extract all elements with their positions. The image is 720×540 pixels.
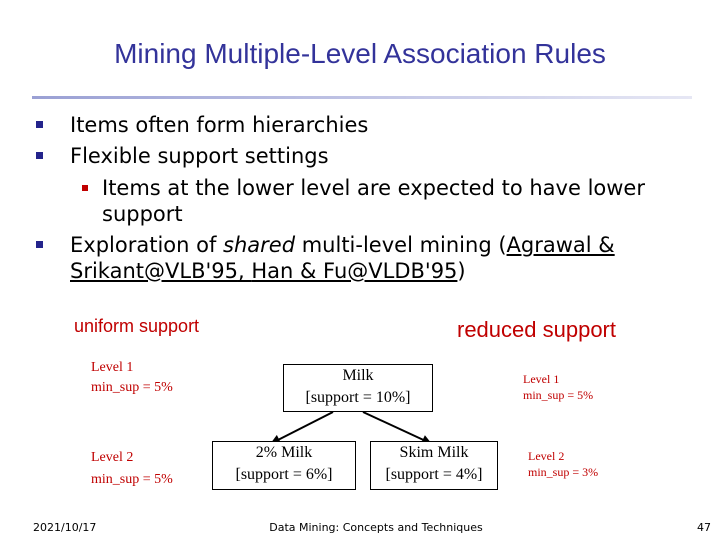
footer-date: 2021/10/17 <box>33 521 97 534</box>
reduced-level2-minsup: min_sup = 3% <box>528 465 599 479</box>
arrow-to-skim-milk <box>363 412 430 443</box>
uniform-level1-minsup: min_sup = 5% <box>91 380 173 395</box>
node-skim-milk-name: Skim Milk <box>399 444 469 461</box>
reduced-level2-name: Level 2 <box>528 449 565 463</box>
uniform-level2-minsup: min_sup = 5% <box>91 472 173 487</box>
node-milk <box>283 364 433 412</box>
footer-course: Data Mining: Concepts and Techniques <box>269 521 483 534</box>
node-skim-milk <box>370 441 498 490</box>
reduced-level1-name: Level 1 <box>523 372 560 386</box>
slide-title: Mining Multiple-Level Association Rules <box>114 38 606 69</box>
bullet-hierarchies: Items often form hierarchies <box>70 113 369 137</box>
arrow-to-2pct-milk <box>272 412 333 443</box>
node-skim-milk-support: [support = 4%] <box>385 466 483 483</box>
node-2pct-milk-support: [support = 6%] <box>235 466 333 483</box>
exploration-close: ) <box>457 259 466 283</box>
agrawal-srikant-link-part2[interactable]: Srikant@VLB'95 <box>70 259 238 283</box>
node-milk-support: [support = 10%] <box>305 389 411 406</box>
node-2pct-milk-name: 2% Milk <box>255 444 313 461</box>
reduced-level1-minsup: min_sup = 5% <box>523 388 594 402</box>
uniform-support-label: uniform support <box>74 316 200 336</box>
exploration-prefix: Exploration of <box>70 233 224 257</box>
agrawal-srikant-link-part1[interactable]: Agrawal & <box>506 233 615 257</box>
link-separator: , <box>237 259 252 283</box>
bullet-support-settings: Flexible support settings <box>70 144 329 168</box>
footer-page-number: 47 <box>697 521 711 534</box>
uniform-level2-name: Level 2 <box>91 450 134 465</box>
node-milk-name: Milk <box>342 367 374 384</box>
sub-bullet-lower-level-line1: Items at the lower level are expected to have lower <box>102 176 645 200</box>
reduced-support-label: reduced support <box>457 317 616 342</box>
uniform-level1-name: Level 1 <box>91 360 134 375</box>
han-fu-link[interactable]: Han & Fu@VLDB'95 <box>251 259 458 283</box>
shared-word: shared <box>223 233 296 257</box>
exploration-middle: multi-level mining ( <box>295 233 507 257</box>
sub-bullet-lower-level-line2: support <box>102 202 183 226</box>
node-2pct-milk <box>212 441 356 490</box>
